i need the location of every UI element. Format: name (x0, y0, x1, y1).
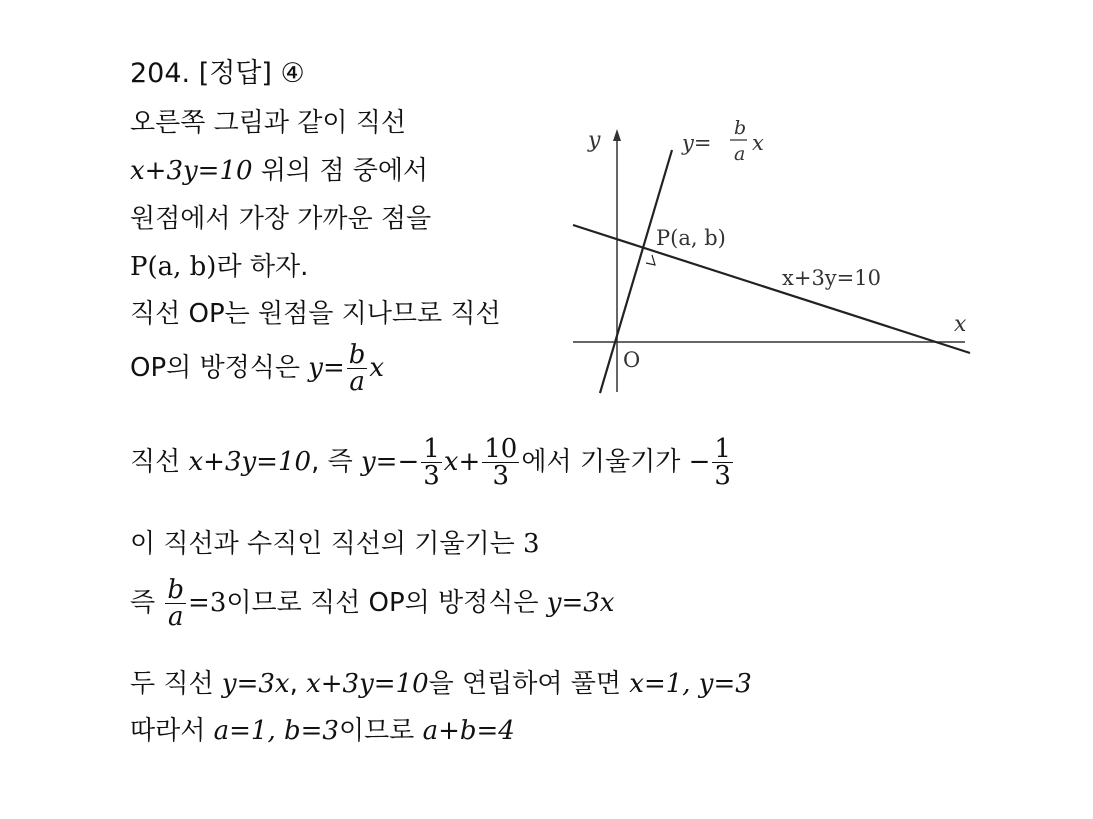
step-4-mid: 을 연립하여 풀면 (428, 669, 630, 699)
step-1-lhs: y=− (360, 447, 420, 477)
line-op-label-num: b (734, 117, 747, 139)
fraction-numerator: b (348, 340, 366, 370)
step-3-mid: 이므로 직선 OP의 방정식은 (226, 588, 547, 618)
problem-header (130, 60, 305, 87)
fraction-denominator: 3 (423, 461, 440, 491)
step-1-neg: − (688, 447, 711, 477)
step-3 (130, 577, 614, 630)
fraction-numerator: b (167, 575, 185, 605)
line-op-label-den: a (734, 143, 746, 165)
point-p: P(a, b) (130, 252, 217, 282)
step-4-eq1: y=3x (221, 669, 290, 699)
answer-value: ④ (280, 58, 305, 89)
line-label: x+3y=10 (782, 266, 881, 290)
intro-line-2-text: 위의 점 중에서 (252, 156, 429, 186)
op-eq-lhs: y= (308, 353, 345, 383)
intro-line-6-text: OP의 방정식은 (130, 353, 309, 383)
x-axis-label: x (954, 312, 967, 337)
fraction-slope (712, 436, 733, 489)
line-op-label-rhs: x (752, 131, 764, 155)
step-1-prefix: 직선 (130, 447, 189, 477)
problem-number: 204. (130, 58, 191, 89)
step-3-result: y=3x (546, 588, 615, 618)
intro-line-5: 직선 OP는 원점을 지나므로 직선 (130, 299, 501, 329)
step-5-values: a=1, b=3 (213, 716, 339, 746)
intro-line-1: 오른쪽 그림과 같이 직선 (130, 108, 406, 138)
step-4-comma: , (289, 669, 307, 699)
fraction-denominator: a (167, 602, 184, 632)
y-axis-arrow (613, 129, 621, 141)
step-5-mid: 이므로 (338, 716, 423, 746)
step-5-result: a+b=4 (422, 716, 515, 746)
step-4 (130, 671, 752, 697)
answer-label: [정답] (198, 58, 272, 89)
step-2-value: 3 (522, 529, 540, 559)
step-2-text: 이 직선과 수직인 직선의 기울기는 (130, 529, 523, 559)
intro-line-4 (130, 254, 308, 280)
step-1-equation: x+3y=10 (188, 447, 312, 477)
intro-line-6 (130, 342, 384, 395)
point-p-label: P(a, b) (656, 226, 726, 250)
step-4-solution: x=1, y=3 (629, 669, 752, 699)
line-op-label-lhs: y= (682, 131, 712, 155)
coordinate-figure (560, 115, 980, 405)
fraction-denominator: a (349, 367, 365, 397)
fraction-denominator: 3 (714, 461, 731, 491)
right-angle-mark (646, 255, 655, 265)
op-eq-rhs: x (369, 353, 385, 383)
step-1-suffix: 에서 기울기가 (521, 447, 689, 477)
fraction-numerator: 10 (484, 434, 518, 464)
step-5 (130, 718, 515, 744)
equation-line: x+3y=10 (130, 156, 253, 186)
origin-label: O (623, 348, 641, 372)
step-1-mid: x+ (443, 447, 481, 477)
line-x-plus-3y (573, 225, 970, 353)
fraction-numerator: 1 (423, 434, 440, 464)
step-3-prefix: 즉 (130, 588, 164, 618)
step-2 (130, 531, 540, 557)
step-4-prefix: 두 직선 (130, 669, 222, 699)
step-3-eq: =3 (188, 588, 227, 618)
fraction-numerator: 1 (714, 434, 731, 464)
fraction-b-over-a-2 (165, 577, 186, 630)
step-1-sep: , 즉 (311, 447, 361, 477)
fraction-ten-thirds (482, 436, 519, 489)
y-axis-label: y (588, 128, 601, 153)
intro-line-4-text: 라 하자. (216, 252, 309, 282)
intro-line-2 (130, 158, 428, 184)
step-1 (130, 436, 735, 489)
fraction-b-over-a (347, 342, 368, 395)
intro-line-3: 원점에서 가장 가까운 점을 (130, 204, 432, 234)
fraction-one-third (421, 436, 442, 489)
step-4-eq2: x+3y=10 (306, 669, 429, 699)
step-5-prefix: 따라서 (130, 716, 214, 746)
fraction-denominator: 3 (492, 461, 510, 491)
